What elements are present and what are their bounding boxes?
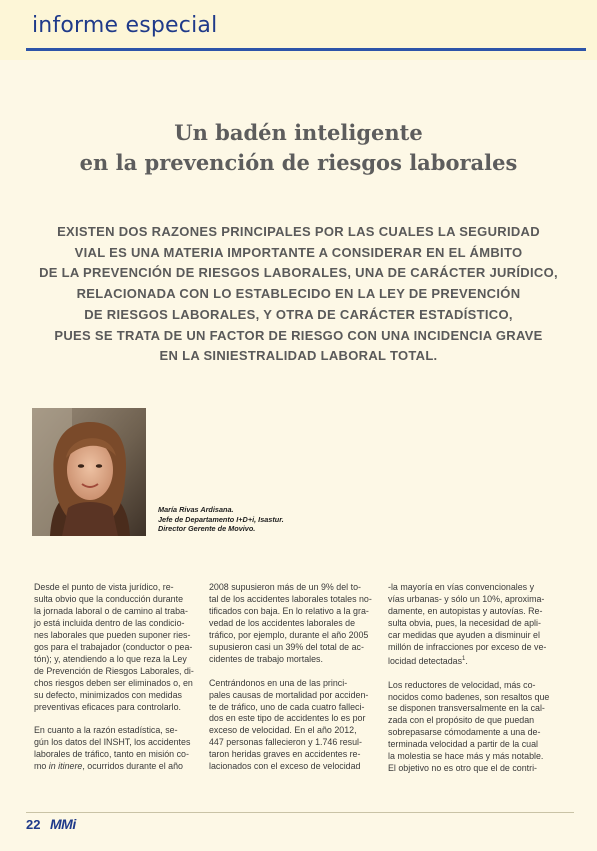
body-line: En cuanto a la razón estadística, se- [34, 725, 178, 736]
body-line: Desde el punto de vista jurídico, re- [34, 582, 174, 592]
body-line: gún los datos del INSHT, los accidentes [34, 737, 191, 748]
body-line: la molestia se hace más y más notable. [388, 751, 544, 762]
body-line: pales causas de mortalidad por acciden- [209, 689, 369, 700]
author-role: Jefe de Departamento I+D+i, Isastur. [158, 514, 284, 524]
body-line: te de tráfico, uno de cada cuatro falleci- [209, 701, 365, 712]
body-text: mo [34, 761, 49, 772]
body-line: taron heridas graves en accidentes re- [209, 749, 361, 760]
body-line: El objetivo no es otro que el de contri- [388, 763, 537, 774]
body-line: jo está incluida dentro de las condicio- [34, 617, 185, 628]
body-line: su defecto, minimizados con medidas [34, 689, 182, 700]
lead-line: DE RIESGOS LABORALES, Y OTRA DE CARÁCTER ESTADÍSTICO, [84, 306, 513, 322]
body-line: exceso de velocidad. En el año 2012, [209, 725, 357, 736]
body-line: supusieron casi un 39% del total de ac- [209, 641, 364, 652]
body-line: tráfico, por ejemplo, durante el año 2005 [209, 629, 369, 640]
italic-term: in itinere [48, 761, 83, 772]
body-line: de Prevención de Riesgos Laborales, di- [34, 665, 194, 676]
body-line: laborales de tráfico, tanto en misión co- [34, 749, 189, 760]
author-role: Director Gerente de Movivo. [158, 524, 256, 534]
body-line: sulta obvio que la conducción durante [34, 593, 184, 604]
body-line: millón de infracciones por exceso de ve- [388, 641, 547, 652]
lead-line: DE LA PREVENCIÓN DE RIESGOS LABORALES, UNA DE CARÁCTER JURÍDICO, [39, 265, 558, 281]
footer-rule [26, 812, 574, 813]
lead-line: EN LA SINIESTRALIDAD LABORAL TOTAL. [159, 348, 438, 364]
lead-line: EXISTEN DOS RAZONES PRINCIPALES POR LAS CUALES LA SEGURIDAD [57, 224, 540, 239]
body-line: gos para el trabajador (conductor o pea- [34, 641, 193, 652]
title-line: en la prevención de riesgos laborales [79, 150, 518, 175]
body-line: Centrándonos en una de las princi- [209, 677, 348, 688]
body-line: terminada velocidad a partir de la cual [388, 739, 538, 750]
page-number: 22 [26, 817, 41, 832]
body-line: chos riesgos deben ser eliminados o, en [34, 677, 193, 688]
body-line: sulta obvia, pues, la necesidad de apli- [388, 617, 541, 628]
lead-line: PUES SE TRATA DE UN FACTOR DE RIESGO CON UNA INCIDENCIA GRAVE [54, 327, 543, 343]
body-line: vías urbanas- y sólo un 10%, aproxima- [388, 593, 545, 604]
paragraph-gap [34, 713, 202, 725]
body-column-2 [209, 582, 377, 773]
body-line: cidentes de trabajo mortales. [209, 653, 323, 664]
body-line: Los reductores de velocidad, más co- [388, 679, 536, 690]
author-photo [32, 408, 146, 536]
body-line: tón); y, atendiendo a lo que reza la Ley [34, 653, 187, 664]
lead-paragraph [20, 222, 577, 367]
title-line: Un badén inteligente [174, 120, 423, 145]
paragraph-gap [388, 668, 556, 680]
body-line [34, 761, 202, 773]
body-line: preventivas eficaces para controlarlo. [34, 701, 182, 712]
body-line: tificados con baja. En lo relativo a la gra- [209, 605, 369, 616]
article-title [0, 118, 597, 178]
section-label: informe especial [32, 13, 218, 38]
body-line: zada con el propósito de que puedan [388, 715, 535, 726]
author-portrait-image [32, 408, 146, 536]
body-line: damente, en autopistas y autovías. Re- [388, 605, 543, 616]
body-line: car medidas que ayuden a disminuir el [388, 629, 540, 640]
paragraph-gap [209, 666, 377, 678]
body-line: 447 personas fallecieron y 1.746 resul- [209, 737, 362, 748]
body-line [388, 654, 556, 668]
author-caption [158, 505, 284, 534]
body-column-3 [388, 582, 556, 775]
body-line: tal de los accidentes laborales totales no- [209, 593, 372, 604]
body-line: la jornada laboral o de camino al traba- [34, 605, 188, 616]
body-text: , ocurridos durante el año [82, 761, 183, 772]
header-rule [26, 48, 586, 51]
magazine-logo: MMi [50, 816, 76, 832]
body-line: nes laborales que pueden suponer ries- [34, 629, 191, 640]
body-line: 2008 supusieron más de un 9% del to- [209, 582, 361, 592]
lead-line: RELACIONADA CON LO ESTABLECIDO EN LA LEY DE PREVENCIÓN [76, 286, 521, 302]
footnote-marker: 1 [462, 655, 466, 662]
body-line: lacionados con el exceso de velocidad [209, 761, 361, 772]
body-column-1 [34, 582, 202, 773]
lead-line: VIAL ES UNA MATERIA IMPORTANTE A CONSIDERAR EN EL ÁMBITO [74, 244, 523, 260]
body-text: locidad detectadas [388, 655, 463, 666]
body-line: sobrepasarse cómodamente a una de- [388, 727, 541, 738]
body-line: se disponen transversalmente en la cal- [388, 703, 545, 714]
body-line: vedad de los accidentes laborales de [209, 617, 356, 628]
body-line: -la mayoría en vías convencionales y [388, 582, 535, 592]
author-name: María Rivas Ardisana. [158, 505, 234, 514]
body-line: nocidos como badenes, son resaltos que [388, 691, 550, 702]
body-line: dos en este tipo de accidentes lo es por [209, 713, 366, 724]
body-text: . [465, 655, 468, 666]
